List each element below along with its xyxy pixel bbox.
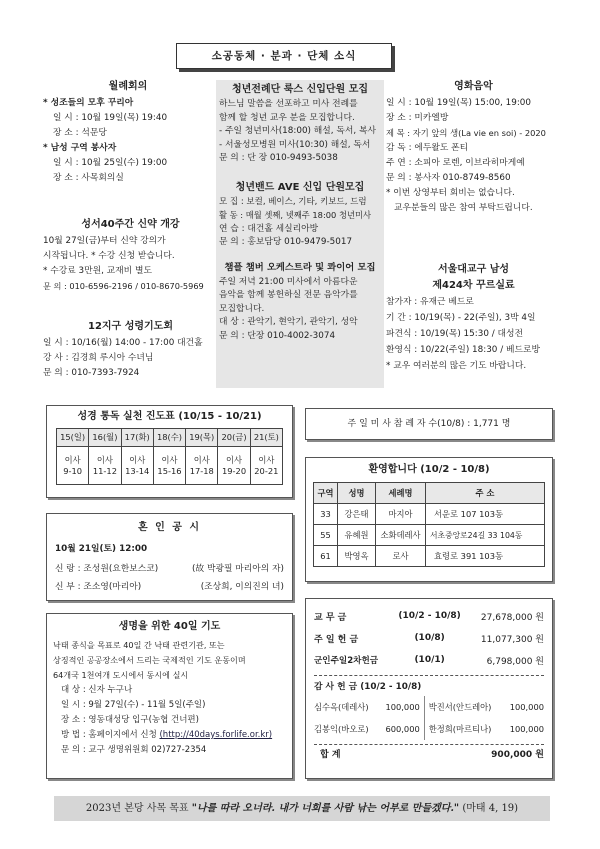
col-header: 구역 [314,483,338,504]
plan-cell [153,447,185,485]
band-line: 문 의 : 홍보담당 010-9479-5017 [219,237,353,247]
plan-chapters: 13-14 [125,465,150,476]
movie-line: 문 의 : 봉사자 010-8749-8560 [386,173,511,183]
plan-book: 이사 [226,454,243,465]
life40-line: 상징적인 공공장소에서 드리는 국제적인 기도 운동이며 [53,655,246,665]
bible-course [43,216,218,294]
life40-line: 문 의 : 교구 생명위원회 02)727-2354 [61,745,207,755]
movie-line: 교우분들의 많은 참여 부탁드립니다. [394,203,533,213]
life40-link[interactable]: (http://40days.forlife.or.kr) [159,730,273,740]
donor: 박진서(안드레아) [428,702,492,712]
donation: 100,000 [509,702,544,712]
monthly-line: 장 소 : 석문당 [53,128,107,138]
goal-quote: "나를 따라 오너라. 내가 너희를 사람 낚는 어부로 만들겠다." [191,803,460,814]
youth-line: 함께 할 청년 교우 분을 모집합니다. [219,112,355,123]
cursillo-line: 기 간 : 10/19(목) - 22(주일), 3박 4일 [386,313,536,323]
monthly-line: 장 소 : 사목회의실 [53,173,124,183]
life40-line: 낙태 종식을 목표로 40일 간 낙태 관련기관, 또는 [53,640,225,650]
chamber-line: 음악을 함께 봉헌하실 전문 음악가를 [219,290,358,300]
bible-plan-box [46,405,293,498]
cursillo [386,262,561,374]
plan-cell [57,447,89,485]
movie-line: 주 연 : 소피아 로렌, 이브라히마게예 [386,158,525,168]
life40-line: 방 법 : 홈페이지에서 신청 [61,730,160,740]
goal-ref: (마태 4, 19) [459,803,519,814]
section-header: 소공동체 · 분과 · 단체 소식 [176,43,392,69]
youth-line: 문 의 : 단 장 010-9493-5038 [219,153,338,163]
bible-course-line: 10월 27일(금)부터 신약 강의가 [43,236,166,246]
bride: 신 부 : 조소영(마리아) [55,582,142,592]
bible-course-line: 시작됩니다. * 수강 신청 받습니다. [43,251,175,261]
plan-chapters: 20-21 [254,465,279,476]
cell: 유혜원 [338,525,376,546]
chamber-line: 주일 저녁 21:00 미사에서 아름다운 [219,276,358,287]
cell: 로사 [376,546,426,567]
thanks-title: 감 사 헌 금 (10/2 - 10/8) [314,682,422,692]
youth-title: 청년전례단 룩스 신입단원 모집 [231,84,369,95]
life40-line: 대 상 : 신자 누구나 [61,685,133,695]
cell: 61 [314,546,338,567]
plan-cell [89,447,121,485]
plan-book: 이사 [161,454,178,465]
wedding-box [46,513,293,601]
offering-box [305,598,553,779]
youth-line: 하느님 말씀을 선포하고 미사 전례를 [219,99,358,109]
cell: 33 [314,504,338,525]
offering-period: (10/1) [414,655,445,665]
band-title: 청년밴드 AVE 신입 단원모집 [235,181,365,193]
cell: 서운로 107 103동 [426,504,545,525]
bride-parents: (조상희, 이의진의 녀) [200,582,284,592]
bible-plan-table [56,428,283,485]
cursillo-line: 참가자 : 유재근 베드로 [386,297,474,307]
cell: 마지아 [376,504,426,525]
plan-day: 15(일) [57,429,89,447]
cursillo-line: 환영식 : 10/22(주일) 18:30 / 베드로방 [386,345,540,355]
plan-book: 이사 [193,454,210,465]
movie-line: 일 시 : 10월 19일(목) 15:00, 19:00 [386,98,531,108]
plan-day: 18(수) [153,429,185,447]
life40-line: 64개국 1천여개 도시에서 동시에 실시 [53,670,189,680]
donor: 심수옥(데레사) [314,702,369,712]
plan-cell [121,447,153,485]
monthly-title: 월례회의 [108,81,148,92]
donation: 100,000 [509,724,544,734]
prayer-line: 문 의 : 010-7393-7924 [43,368,140,378]
bible-plan-title: 성경 통독 실천 진도표 (10/15 - 10/21) [77,411,262,422]
band-line: 모 집 : 보컬, 베이스, 기타, 키보드, 드럼 [219,196,367,207]
offering-amount: 6,798,000 원 [486,656,544,667]
chamber-title: 챔플 챔버 오케스트라 및 콰이어 모집 [224,261,376,273]
welcome-title: 환영합니다 (10/2 - 10/8) [368,464,490,475]
plan-chapters: 17-18 [189,465,214,476]
thanks-table [314,696,544,740]
sum-label: 합 계 [320,750,341,760]
offering-label: 교 무 금 [314,612,347,623]
movie-line: 제 목 : 자기 앞의 생(La vie en soi) - 2020 [386,128,546,138]
recruitment-panel [216,80,384,388]
plan-book: 이사 [258,454,275,465]
offering-period: (10/8) [414,633,445,643]
monthly-line: * 남성 구역 봉사자 [43,143,117,153]
plan-day: 17(화) [121,429,153,447]
movie-line: 장 소 : 미카엘방 [386,113,449,123]
welcome-table [313,482,545,567]
donation: 600,000 [378,718,424,740]
wedding-date: 10월 21일(토) 12:00 [55,544,148,554]
monthly-line: 일 시 : 10월 25일(수) 19:00 [53,158,168,168]
plan-book: 이사 [64,454,81,465]
offering-amount: 11,077,300 원 [480,634,544,645]
goal-prefix: 2023년 본당 사목 목표 [85,803,192,814]
life40-box [46,613,293,779]
donation: 100,000 [378,696,424,718]
offering-period: (10/2 - 10/8) [398,611,461,621]
plan-day: 20(금) [218,429,250,447]
plan-chapters: 11-12 [92,465,117,476]
youth-line: - 서울성모병원 미사(10:30) 해설, 독서 [219,139,371,150]
plan-chapters: 15-16 [157,465,182,476]
life40-title: 생명을 위한 40일 기도 [118,621,221,632]
table-row [314,504,545,525]
cell: 소화데레사 [376,525,426,546]
bible-course-line: * 수강료 3만원, 교재비 별도 [43,266,152,276]
bible-course-line: 문 의 : 010-6596-2196 / 010-8670-5969 [43,281,204,291]
col-header: 성명 [338,483,376,504]
sum-amount: 900,000 원 [491,750,544,760]
plan-day: 19(목) [186,429,218,447]
prayer-line: 일 시 : 10/16(월) 14:00 - 17:00 대건홀 [43,338,203,348]
table-row [314,525,545,546]
life40-line: 일 시 : 9월 27일(수) - 11월 5일(주일) [61,700,206,710]
plan-book: 이사 [96,454,113,465]
cell: 55 [314,525,338,546]
attendance-box: 주 일 미 사 참 례 자 수(10/8) : 1,771 명 [305,408,553,440]
offering-label: 주 일 헌 금 [314,634,359,645]
band-line: 활 동 : 매월 셋째, 넷째주 18:00 청년미사 [219,210,371,220]
life40-line: 장 소 : 영동대성당 입구(농협 건너편) [61,715,199,725]
plan-cell [186,447,218,485]
table-row [314,546,545,567]
youth-line: - 주일 청년미사(18:00) 해설, 독서, 복사 [219,126,376,136]
prayer-line: 강 사 : 김경희 루시아 수녀님 [43,353,154,363]
plan-chapters: 19-20 [221,465,247,476]
plan-cell [250,447,282,485]
cell: 박영옥 [338,546,376,567]
chamber-line: 모집합니다. [219,303,265,314]
bible-course-title: 성서40주간 신약 개강 [81,219,180,230]
cursillo-subtitle: 제424차 꾸르실료 [432,280,515,291]
col-header: 세례명 [376,483,426,504]
band-line: 연 습 : 대건홀 세실리아방 [219,223,319,234]
cell: 서초중앙로24길 33 104동 [426,525,545,546]
plan-day: 21(토) [250,429,282,447]
monthly-line: * 성조들의 모후 꾸리아 [43,98,134,108]
offering-label: 군인주일2차헌금 [314,656,379,666]
plan-cell [218,447,250,485]
offering-table [314,605,544,671]
movie-line: 감 독 : 에두왈도 폰티 [386,143,469,153]
plan-chapters: 9-10 [63,465,83,476]
prayer-meeting [43,318,218,381]
chamber-line: 문 의 : 단장 010-4002-3074 [219,330,336,341]
movie-title: 영화음악 [454,81,493,92]
groom: 신 랑 : 조성원(요한보스코) [55,564,159,574]
cursillo-line: * 교우 여러분의 많은 기도 바랍니다. [386,361,527,371]
cursillo-line: 파견식 : 10/19(목) 15:30 / 대성전 [386,329,523,339]
movie-line: * 이번 상영부터 회비는 없습니다. [386,188,515,198]
chamber-line: 대 상 : 관악기, 현악기, 관악기, 성악 [219,317,358,327]
col-header: 주 소 [426,483,545,504]
donor: 한정희(마르티나) [428,724,492,734]
wedding-title: 혼 인 공 시 [137,522,202,533]
offering-amount: 27,678,000 원 [480,612,544,623]
cell: 효령로 391 103동 [426,546,545,567]
pastoral-goal-banner [54,796,550,821]
movie-music [386,78,561,216]
monthly-meeting [43,78,213,186]
welcome-box [305,457,553,582]
monthly-line: 일 시 : 10월 19일(목) 19:40 [53,113,168,123]
plan-book: 이사 [129,454,146,465]
plan-day: 16(월) [89,429,121,447]
donor: 김봉익(바오로) [314,724,369,734]
cursillo-title: 서울대교구 남성 [437,264,510,275]
cell: 강은태 [338,504,376,525]
prayer-title: 12지구 성령기도회 [87,321,174,332]
groom-parents: (故 박광필 마리아의 자) [191,564,284,574]
